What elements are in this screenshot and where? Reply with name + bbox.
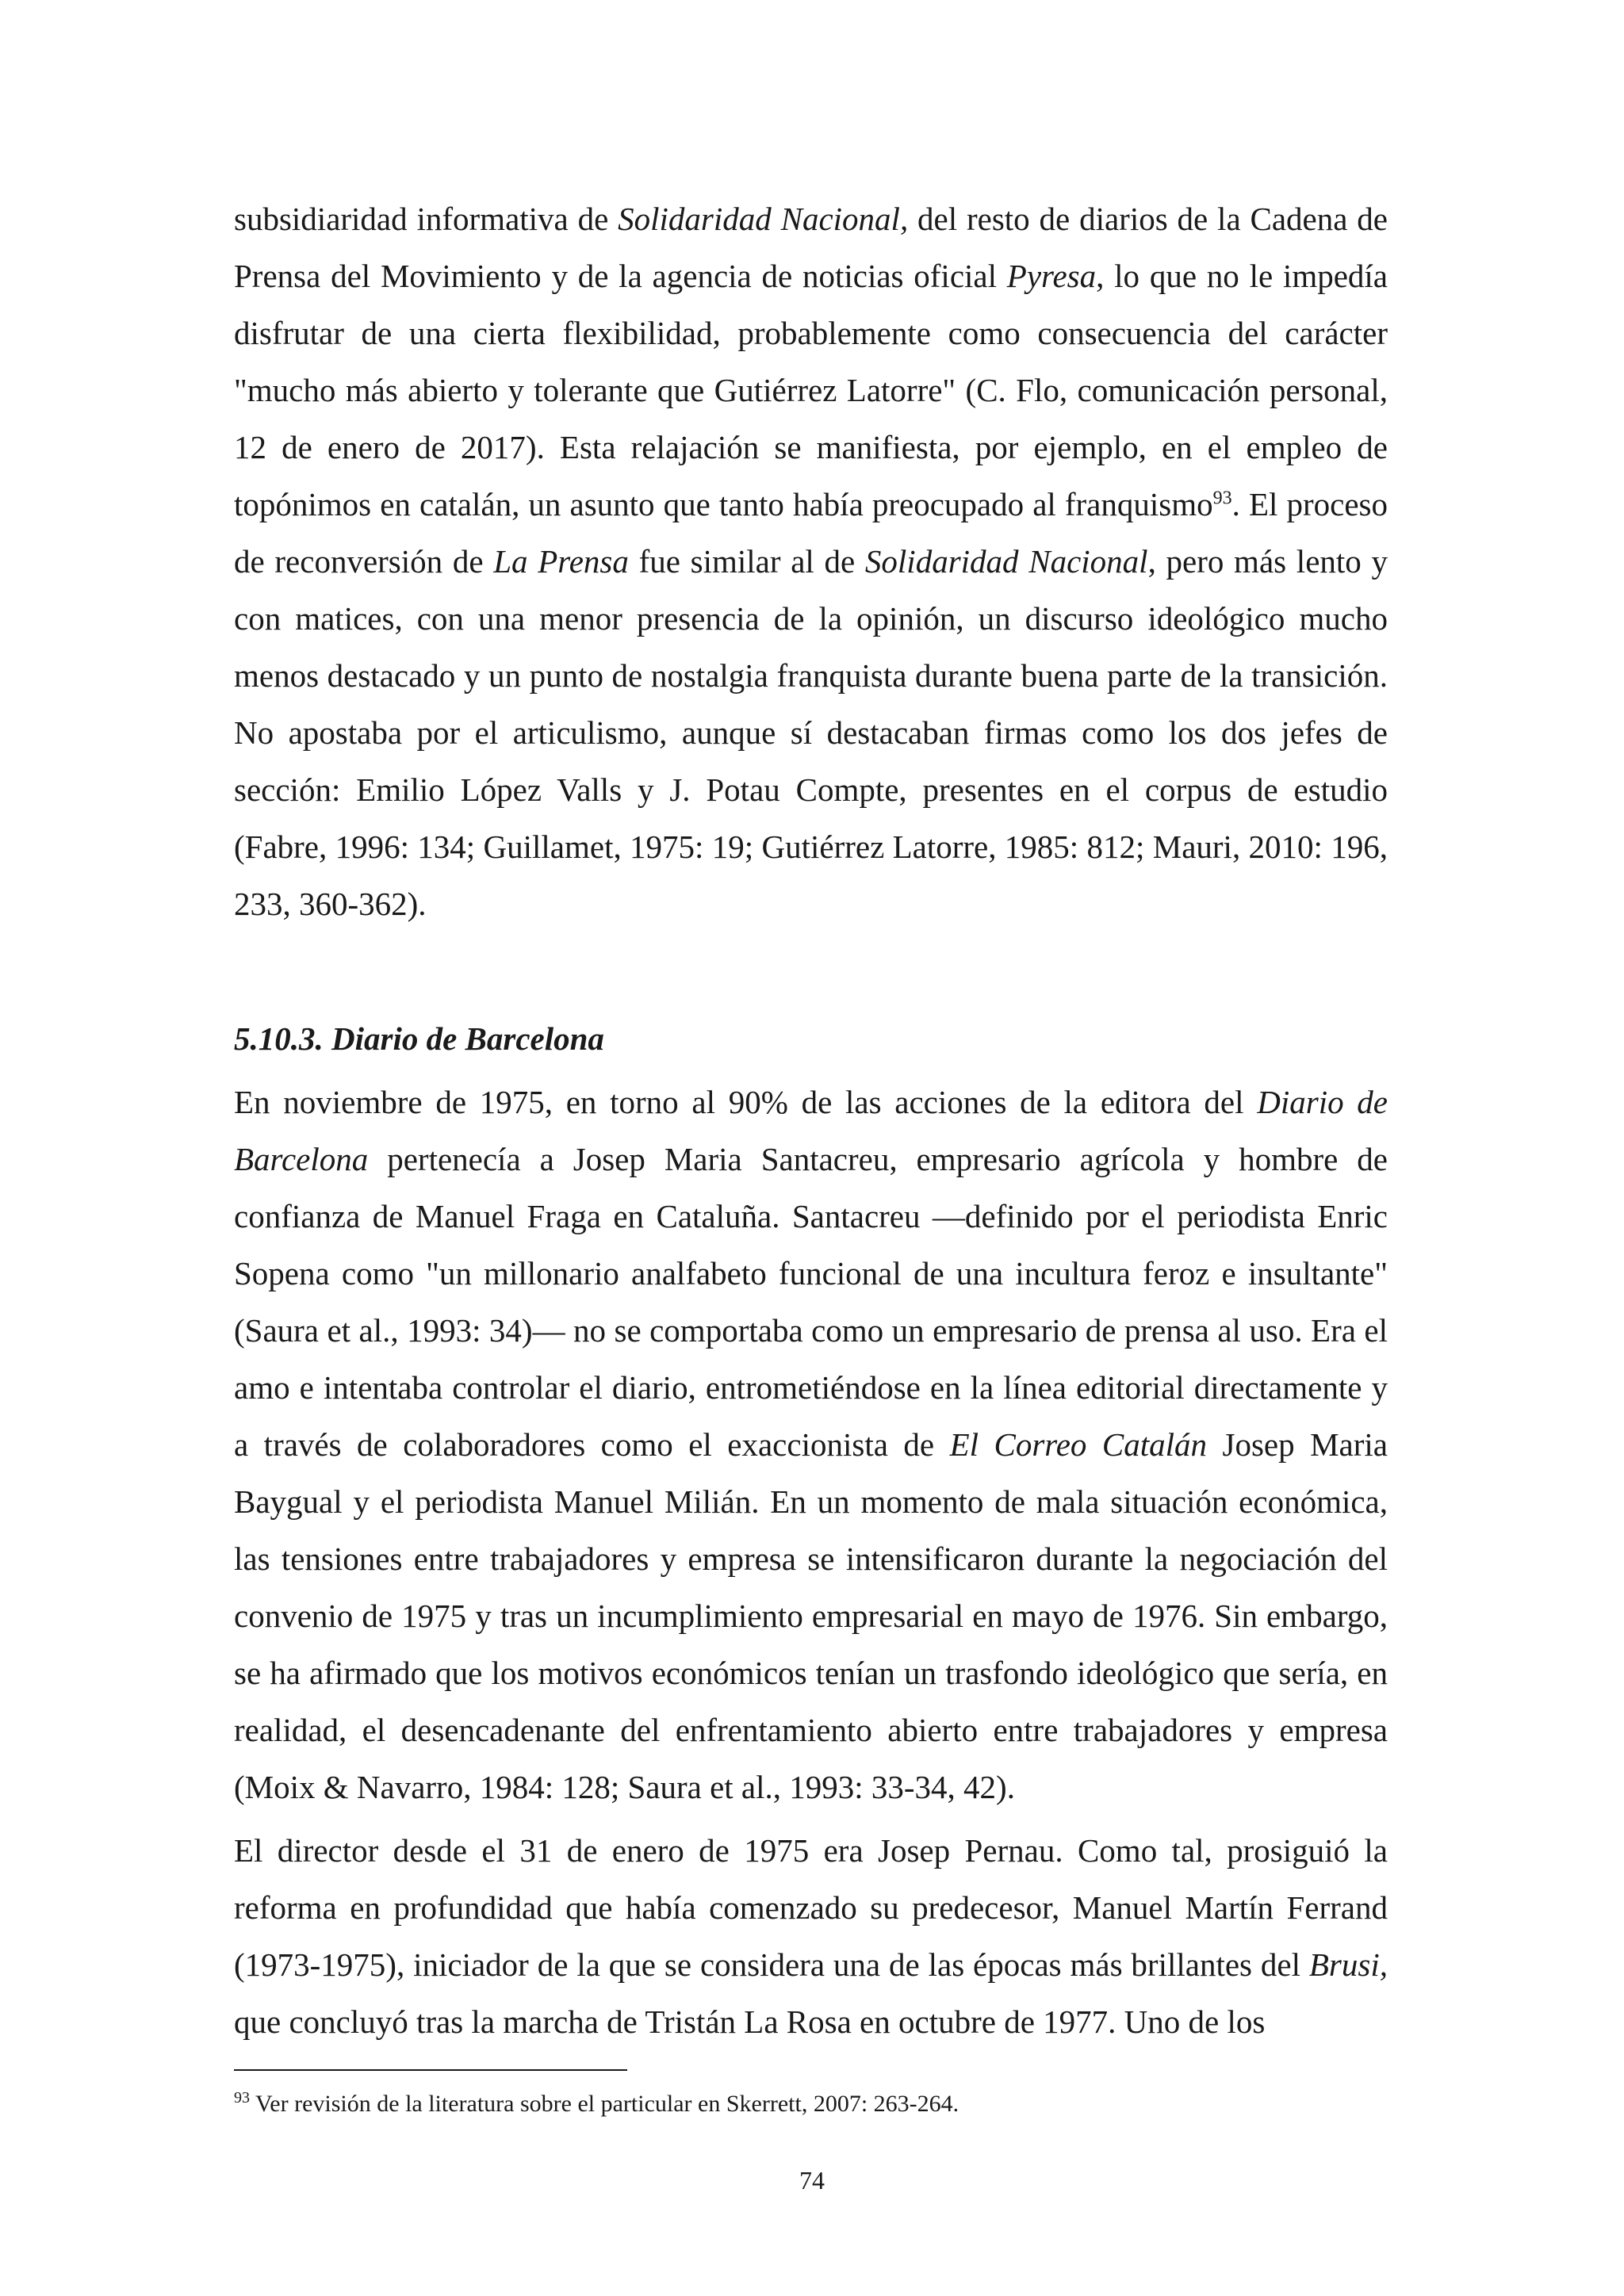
page-number: 74	[799, 2166, 825, 2195]
text-run: , lo que no le impedía disfrutar de una cierta flexibilidad, probablemente como consecuencia del carácter "mucho más abierto y tolerante que Gutiérrez Latorre" (C. Flo, comunicación personal, 12 de enero de 2017). Esta relajación se manifiesta, por ejemplo, en el empleo de topónimos en catalán, un asunto que tanto había preocupado al franquismo	[234, 258, 1388, 522]
italic-title: Brusi,	[1308, 1946, 1388, 1983]
italic-title: La Prensa	[493, 543, 629, 580]
text-run: subsidiaridad informativa de	[234, 201, 619, 237]
text-run: que concluyó tras la marcha de Tristán La Rosa en octubre de 1977. Uno de los	[234, 2003, 1266, 2040]
text-run: fue similar al de	[628, 543, 865, 580]
text-run: del resto de diarios de la Cadena de Prensa del Movimiento y de la agencia de noticias oficial	[234, 201, 1388, 294]
italic-title: El Correo Catalán	[949, 1426, 1208, 1463]
text-run: En noviembre de 1975, en torno al 90% de las acciones de la editora del	[234, 1084, 1258, 1120]
footnote-reference[interactable]: 93	[1212, 488, 1232, 509]
italic-title: Solidaridad Nacional,	[618, 201, 909, 237]
text-run: pertenecía a Josep Maria Santacreu, empresario agrícola y hombre de confianza de Manuel Fraga en Cataluña. Santacreu —definido por el periodista Enric Sopena como "un millonario analfabeto funcional de una incultura feroz e insultante" (Saura et al., 1993: 34)— no se comportaba como un empresario de prensa al uso. Era el amo e intentaba controlar el diario, entrometiéndose en la línea editorial directamente y a través de colaboradores como el exaccionista de	[234, 1141, 1388, 1463]
page-body	[234, 190, 1388, 2050]
footnote	[234, 2088, 1388, 2120]
italic-title: Pyresa	[1006, 258, 1097, 294]
section-heading: 5.10.3. Diario de Barcelona	[234, 1020, 604, 1057]
footnote-marker: 93	[234, 2089, 250, 2107]
text-run: El director desde el 31 de enero de 1975 era Josep Pernau. Como tal, prosiguió la reforma en profundidad que había comenzado su predecesor, Manuel Martín Ferrand (1973-1975), iniciador de la que se considera una de las épocas más brillantes del	[234, 1832, 1388, 1983]
footnote-text: Ver revisión de la literatura sobre el particular en Skerrett, 2007: 263-264.	[250, 2091, 959, 2117]
italic-title: Diario de Barcelona	[234, 1084, 1388, 1177]
paragraph-1	[234, 190, 1388, 932]
footnote-separator	[234, 2069, 627, 2071]
text-run: Josep Maria Baygual y el periodista Manuel Milián. En un momento de mala situación económica, las tensiones entre trabajadores y empresa se intensificaron durante la negociación del convenio de 1975 y tras un incumplimiento empresarial en mayo de 1976. Sin embargo, se ha afirmado que los motivos económicos tenían un trasfondo ideológico que sería, en realidad, el desencadenante del enfrentamiento abierto entre trabajadores y empresa (Moix & Navarro, 1984: 128; Saura et al., 1993: 33-34, 42).	[234, 1426, 1388, 1805]
paragraph-2	[234, 1073, 1388, 1816]
paragraph-3	[234, 1822, 1388, 2050]
text-run: . El proceso de reconversión de	[234, 486, 1388, 580]
italic-title: Solidaridad Nacional	[864, 543, 1148, 580]
text-run: , pero más lento y con matices, con una menor presencia de la opinión, un discurso ideológico mucho menos destacado y un punto de nostalgia franquista durante buena parte de la transición. No apostaba por el articulismo, aunque sí destacaban firmas como los dos jefes de sección: Emilio López Valls y J. Potau Compte, presentes en el corpus de estudio (Fabre, 1996: 134; Guillamet, 1975: 19; Gutiérrez Latorre, 1985: 812; Mauri, 2010: 196, 233, 360-362).	[234, 543, 1388, 922]
